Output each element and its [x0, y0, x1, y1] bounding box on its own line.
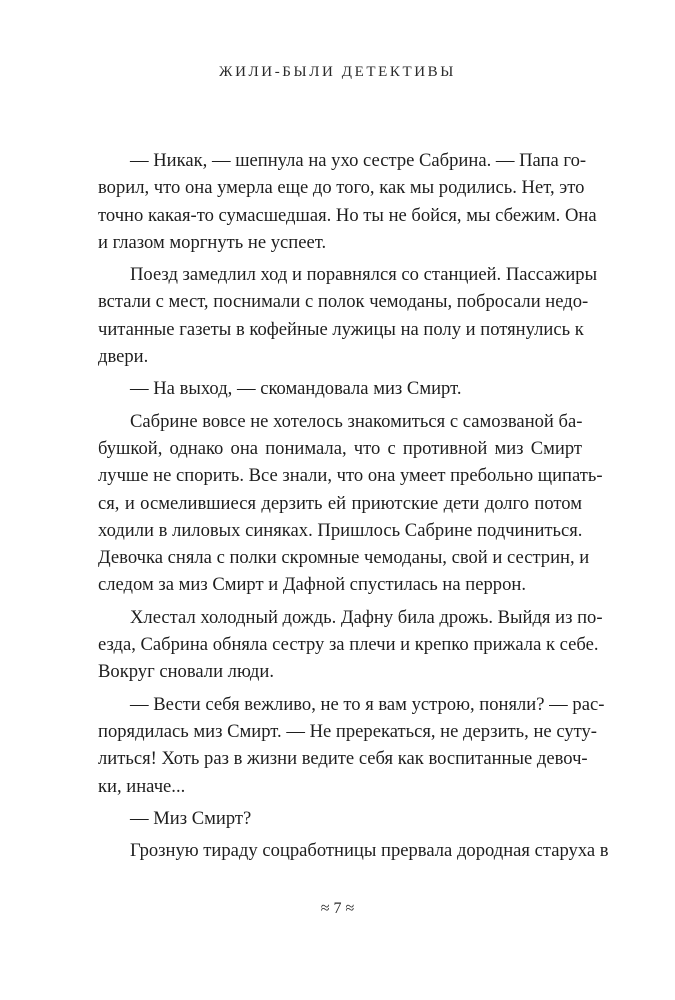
page-number: ≈ 7 ≈ — [320, 900, 355, 917]
text-line: ворил, что она умерла еще до того, как мы родились. Нет, это — [98, 177, 585, 199]
text-line: точно какая-то сумасшедшая. Но ты не бойся, мы сбежим. Она — [98, 204, 597, 226]
text-line: встали с мест, поснимали с полок чемоданы, побросали недо- — [98, 291, 589, 313]
text-line: Хлестал холодный дождь. Дафну била дрожь. Выйдя из по- — [130, 606, 603, 628]
text-line: ходили в лиловых синяках. Пришлось Сабрине подчиниться. — [98, 519, 583, 541]
text-line: — Вести себя вежливо, не то я вам устрою, поняли? — рас- — [130, 693, 605, 715]
text-line: и глазом моргнуть не успеет. — [98, 231, 327, 253]
text-line: следом за миз Смирт и Дафной спустилась на перрон. — [98, 574, 526, 596]
text-line: Вокруг сновали люди. — [98, 661, 274, 683]
text-line: — Никак, — шепнула на ухо сестре Сабрина. — Папа го- — [130, 150, 587, 171]
text-line: двери. — [98, 346, 149, 368]
text-line: — Миз Смирт? — [130, 807, 252, 829]
text-line: ки, иначе... — [98, 775, 186, 797]
body-text — [98, 147, 609, 864]
text-line: лучше не спорить. Все знали, что она умеет пребольно щипать- — [98, 465, 603, 487]
text-line: Сабрине вовсе не хотелось знакомиться с самозваной ба- — [130, 410, 583, 432]
text-line: Грозную тираду соцработницы прервала дородная старуха в — [130, 840, 609, 862]
text-line: литься! Хоть раз в жизни ведите себя как воспитанные девоч- — [98, 748, 588, 770]
text-line: Поезд замедлил ход и поравнялся со станцией. Пассажиры — [130, 264, 598, 286]
text-line: порядилась миз Смирт. — Не пререкаться, не дерзить, не суту- — [98, 720, 597, 742]
text-line: бушкой, однако она понимала, что с противной миз Смирт — [98, 437, 582, 459]
text-line: езда, Сабрина обняла сестру за плечи и крепко прижала к себе. — [98, 634, 599, 656]
text-line: — На выход, — скомандовала миз Смирт. — [130, 378, 462, 400]
text-line: ся, и осмелившиеся дерзить ей приютские дети долго потом — [98, 492, 582, 514]
text-line: читанные газеты в кофейные лужицы на полу и потянулись к — [98, 318, 584, 340]
running-head: ЖИЛИ-БЫЛИ ДЕТЕКТИВЫ — [219, 64, 456, 80]
text-line: Девочка сняла с полки скромные чемоданы, свой и сестрин, и — [98, 547, 590, 569]
